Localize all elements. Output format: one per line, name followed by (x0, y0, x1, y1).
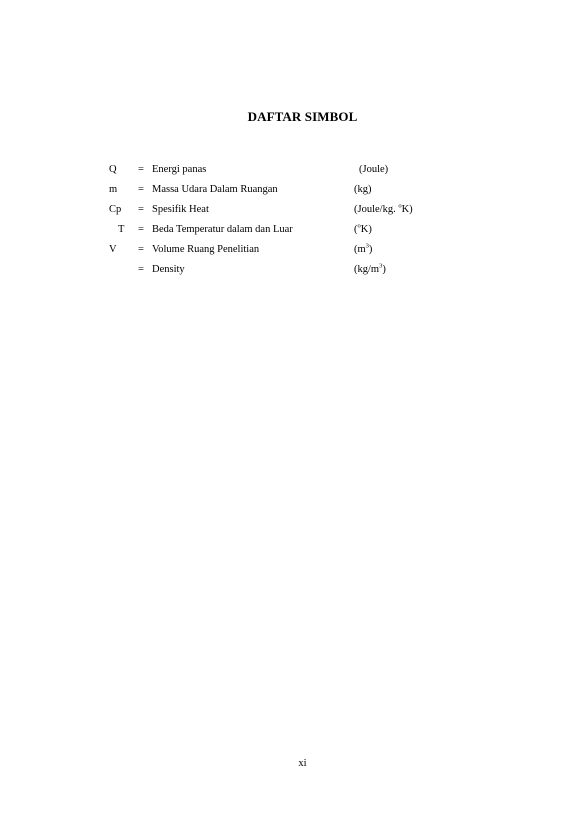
unit-text: (kg/m (354, 264, 380, 275)
symbol-unit (354, 244, 372, 255)
symbol-description: Energi panas (152, 164, 207, 175)
unit-text: ( (354, 224, 358, 235)
equals-sign: = (138, 164, 144, 175)
symbol-name: Q (109, 164, 117, 175)
unit-text: (m (354, 244, 366, 255)
unit-text: (kg) (354, 184, 372, 195)
symbol-description: Massa Udara Dalam Ruangan (152, 184, 278, 195)
unit-tail: ) (368, 244, 373, 255)
unit-tail: ) (382, 264, 386, 275)
unit-text: (Joule/kg. (354, 204, 399, 215)
symbol-description: Spesifik Heat (152, 204, 209, 215)
symbol-unit (354, 264, 386, 275)
symbol-unit (354, 184, 372, 195)
symbol-name: T (118, 224, 125, 235)
page-title: DAFTAR SIMBOL (247, 109, 358, 124)
symbol-name: m (109, 184, 118, 195)
symbol-description: Density (152, 264, 185, 275)
equals-sign: = (138, 264, 144, 275)
unit-superscript: 3 (365, 242, 369, 250)
equals-sign: = (138, 244, 144, 255)
symbol-unit (359, 164, 388, 175)
equals-sign: = (138, 224, 144, 235)
unit-superscript: o (398, 202, 402, 210)
unit-superscript: o (357, 222, 361, 230)
symbol-name: Cp (109, 204, 122, 215)
equals-sign: = (138, 184, 144, 195)
unit-tail: K) (360, 224, 372, 235)
symbol-description: Beda Temperatur dalam dan Luar (152, 224, 293, 235)
unit-tail: K) (401, 204, 413, 215)
page-number: xi (298, 758, 307, 769)
symbol-name: V (109, 244, 117, 255)
symbol-unit (354, 224, 372, 235)
symbol-unit (354, 204, 413, 215)
unit-superscript: 3 (379, 262, 383, 270)
equals-sign: = (138, 204, 144, 215)
symbol-description: Volume Ruang Penelitian (152, 244, 260, 255)
unit-text: (Joule) (359, 164, 389, 175)
